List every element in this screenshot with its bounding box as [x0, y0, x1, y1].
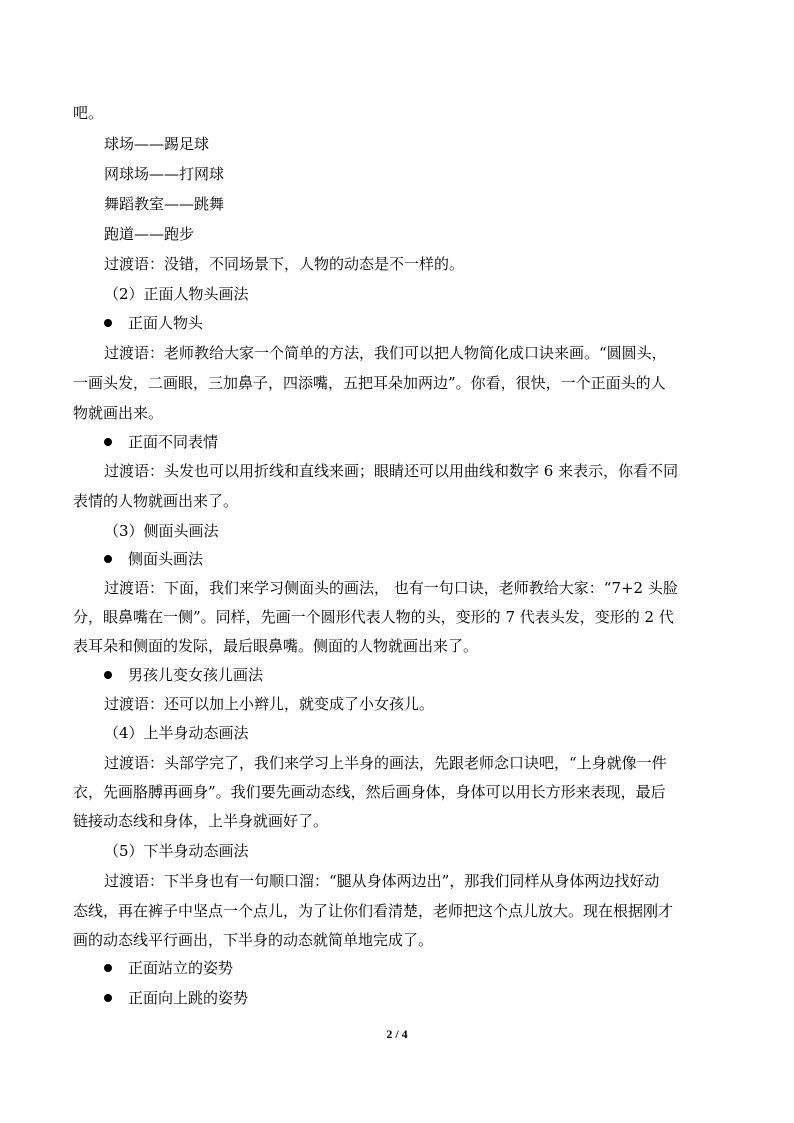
text-line: 过渡语：没错，不同场景下，人物的动态是不一样的。 — [104, 255, 465, 273]
text-line: 表情的人物就画出来了。 — [73, 492, 239, 510]
section-heading: （5）下半身动态画法 — [104, 842, 249, 860]
bullet-text: 男孩儿变女孩儿画法 — [128, 666, 264, 684]
text-line: 吧。 — [73, 104, 104, 122]
bullet-item — [104, 665, 263, 685]
section-heading: （3）侧面头画法 — [104, 522, 219, 540]
text-line: 链接动态线和身体，上半身就画好了。 — [73, 812, 329, 830]
text-line: 表耳朵和侧面的发际，最后眼鼻嘴。侧面的人物就画出来了。 — [73, 637, 479, 655]
section-heading: （4）上半身动态画法 — [104, 724, 249, 742]
text-line: 物就画出来。 — [73, 404, 164, 422]
text-line: 过渡语：老师教给大家一个简单的方法，我们可以把人物简化成口诀来画。“圆圆头， — [104, 344, 667, 362]
bullet-icon — [104, 994, 112, 1002]
bullet-text: 正面不同表情 — [128, 433, 219, 451]
text-line: 网球场——打网球 — [104, 165, 225, 183]
text-line: 过渡语：头部学完了，我们来学习上半身的画法，先跟老师念口诀吧，“上身就像一件 — [104, 754, 667, 772]
section-heading: （2）正面人物头画法 — [104, 285, 249, 303]
bullet-icon — [104, 964, 112, 972]
text-line: 一画头发，二画眼，三加鼻子，四添嘴，五把耳朵加两边”。你看，很快，一个正面头的人 — [73, 374, 666, 392]
text-line: 衣，先画胳膊再画身”。我们要先画动态线，然后画身体，身体可以用长方形来表现，最后 — [73, 783, 666, 801]
text-line: 球场——踢足球 — [104, 135, 210, 153]
bullet-icon — [104, 555, 112, 563]
bullet-item — [104, 313, 203, 333]
bullet-item — [104, 432, 218, 452]
bullet-text: 正面向上跳的姿势 — [128, 989, 249, 1007]
bullet-icon — [104, 438, 112, 446]
text-line: 过渡语：下半身也有一句顺口溜：“腿从身体两边出”，那我们同样从身体两边找好动 — [104, 872, 660, 890]
text-line: 过渡语：头发也可以用折线和直线来画；眼睛还可以用曲线和数字 6 来表示，你看不同 — [104, 462, 679, 480]
bullet-item — [104, 958, 233, 978]
bullet-icon — [104, 671, 112, 679]
text-line: 态线，再在裤子中坚点一个点儿，为了让你们看清楚，老师把这个点儿放大。现在根据刚才 — [73, 902, 674, 920]
text-line: 过渡语：还可以加上小辫儿，就变成了小女孩儿。 — [104, 695, 435, 713]
bullet-item — [104, 549, 203, 569]
bullet-text: 正面人物头 — [128, 314, 204, 332]
text-line: 画的动态线平行画出，下半身的动态就简单地完成了。 — [73, 931, 434, 949]
bullet-item — [104, 988, 248, 1008]
text-line: 分，眼鼻嘴在一侧”。同样，先画一个圆形代表人物的头，变形的 7 代表头发，变形的 2 代 — [73, 608, 674, 626]
text-line: 过渡语：下面，我们来学习侧面头的画法， 也有一句口诀，老师教给大家：“7+2 头脸 — [104, 579, 678, 597]
text-line: 跑道——跑步 — [104, 225, 195, 243]
bullet-text: 侧面头画法 — [128, 550, 204, 568]
page-number: 2 / 4 — [386, 1027, 408, 1041]
bullet-icon — [104, 319, 112, 327]
bullet-text: 正面站立的姿势 — [128, 959, 234, 977]
text-line: 舞蹈教室——跳舞 — [104, 195, 225, 213]
